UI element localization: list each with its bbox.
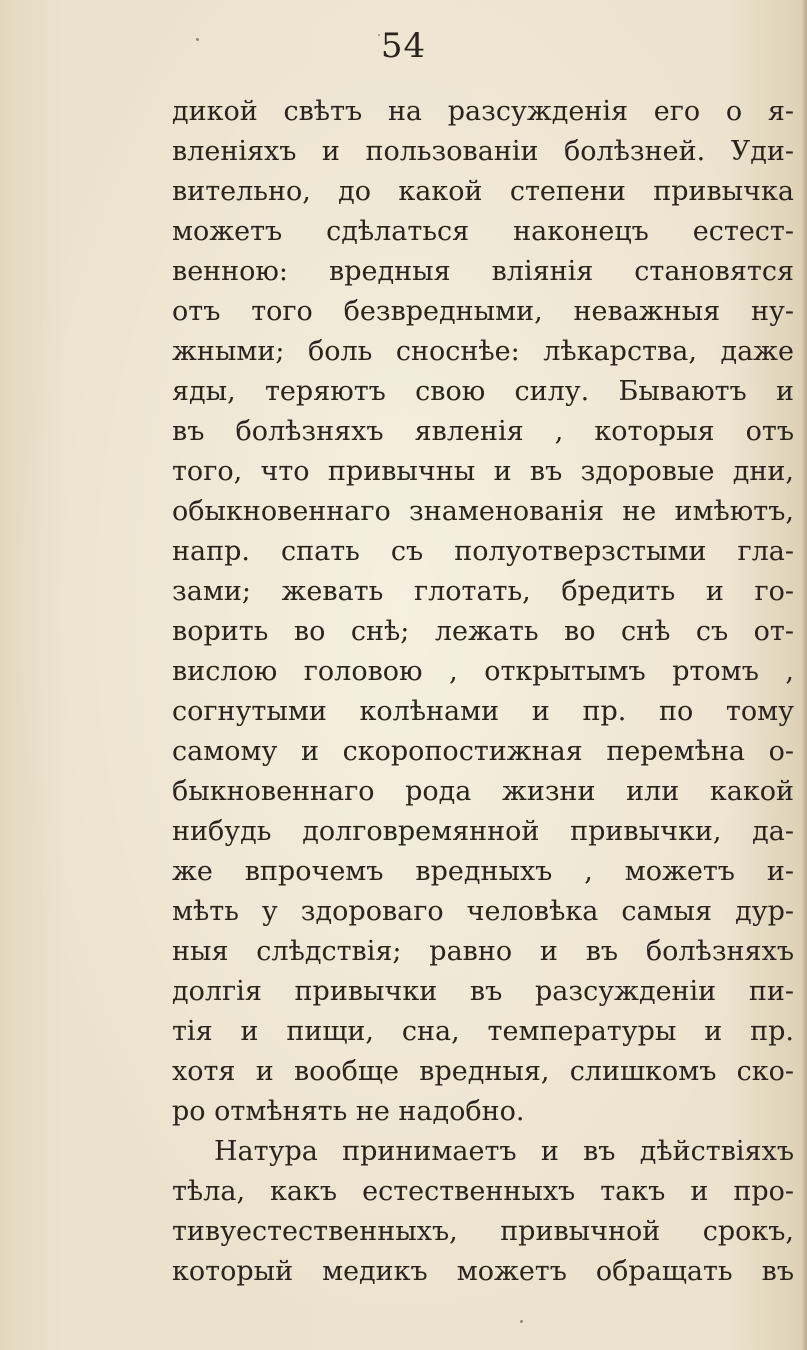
- text-line: венною: вредныя влiянія становятся: [172, 256, 794, 287]
- text-line: быкновеннаго рода жизни или какой: [172, 776, 794, 807]
- paper-speck: [520, 1320, 523, 1323]
- text-line: дикой свѣтъ на разсужденія его о я-: [172, 96, 794, 127]
- text-line: обыкновеннаго знаменованія не имѣютъ,: [172, 496, 794, 527]
- text-line: того, что привычны и въ здоровые дни,: [172, 456, 794, 487]
- text-line: же впрочемъ вредныхъ , можетъ и-: [172, 856, 794, 887]
- text-line: согнутыми колѣнами и пр. по тому: [172, 696, 794, 727]
- text-line: жными; боль сноснѣе: лѣкарства, даже: [172, 336, 794, 367]
- text-line: въ болѣзняхъ явленія , которыя отъ: [172, 416, 794, 447]
- text-line: вительно, до какой степени привычка: [172, 176, 794, 207]
- text-line: ныя слѣдствія; равно и въ болѣзняхъ: [172, 936, 794, 967]
- text-line: зами; жевать глотать, бредить и го-: [172, 576, 794, 607]
- page-edge-shadow: [801, 0, 807, 1350]
- text-line: ро отмѣнять не надобно.: [172, 1096, 525, 1127]
- text-line: напр. спать съ полуотверзстыми гла-: [172, 536, 794, 567]
- text-line: мѣть у здороваго человѣка самыя дур-: [172, 896, 794, 927]
- text-line: отъ того безвредными, неважныя ну-: [172, 296, 794, 327]
- text-line: долгія привычки въ разсужденіи пи-: [172, 976, 794, 1007]
- text-line: тѣла, какъ естественныхъ такъ и про-: [172, 1176, 794, 1207]
- text-line: вленіяхъ и пользованіи болѣзней. Уди-: [172, 136, 794, 167]
- text-line: вислою головою , открытымъ ртомъ ,: [172, 656, 794, 687]
- paragraph-start-line: Натура принимаетъ и въ дѣйствіяхъ: [214, 1136, 794, 1167]
- text-line: тія и пищи, сна, температуры и пр.: [172, 1016, 794, 1047]
- text-line: можетъ сдѣлаться наконецъ естест-: [172, 216, 794, 247]
- text-line: который медикъ можетъ обращать въ: [172, 1256, 794, 1287]
- text-line: яды, теряютъ свою силу. Бываютъ и: [172, 376, 794, 407]
- text-line: самому и скоропостижная перемѣна о-: [172, 736, 794, 767]
- page-number: 54: [380, 26, 427, 66]
- body-text: [172, 92, 794, 1292]
- text-line: тивуестественныхъ, привычной срокъ,: [172, 1216, 794, 1247]
- text-line: ворить во снѣ; лежать во снѣ съ от-: [172, 616, 794, 647]
- text-line: нибудь долговремянной привычки, да-: [172, 816, 794, 847]
- text-line: хотя и вообще вредныя, слишкомъ ско-: [172, 1056, 794, 1087]
